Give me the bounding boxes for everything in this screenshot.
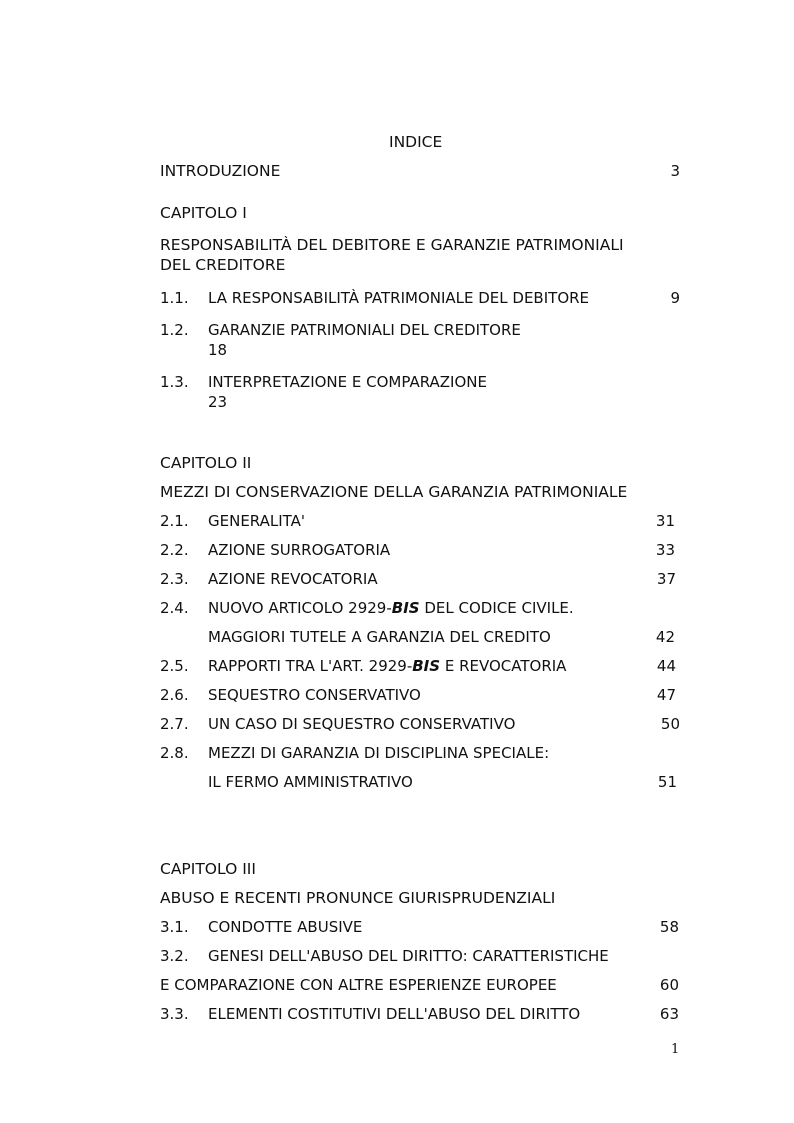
entry-title bbox=[208, 599, 574, 617]
entry-title bbox=[208, 657, 566, 675]
entry-number: 3.3. bbox=[160, 1005, 189, 1023]
entry-page: 9 bbox=[670, 289, 680, 307]
entry-title: MEZZI DI GARANZIA DI DISCIPLINA SPECIALE: bbox=[208, 744, 550, 762]
entry-number: 3.2. bbox=[160, 947, 189, 965]
bis-label: BIS bbox=[412, 657, 441, 675]
entry-page: 63 bbox=[659, 1005, 679, 1023]
chapter-3-subtitle: ABUSO E RECENTI PRONUNCE GIURISPRUDENZIALI bbox=[160, 889, 556, 907]
entry-page: 31 bbox=[655, 512, 675, 530]
entry-title: CONDOTTE ABUSIVE bbox=[208, 918, 363, 936]
entry-page: 18 bbox=[208, 341, 228, 359]
entry-title-part: DEL CODICE CIVILE. bbox=[419, 599, 574, 617]
intro-page: 3 bbox=[670, 162, 680, 180]
entry-page: 58 bbox=[659, 918, 679, 936]
bis-label: BIS bbox=[391, 599, 420, 617]
entry-number: 2.7. bbox=[160, 715, 189, 733]
entry-number: 2.8. bbox=[160, 744, 189, 762]
entry-number: 2.5. bbox=[160, 657, 189, 675]
entry-title: UN CASO DI SEQUESTRO CONSERVATIVO bbox=[208, 715, 516, 733]
entry-page: 42 bbox=[655, 628, 675, 646]
entry-page: 47 bbox=[656, 686, 676, 704]
entry-number: 3.1. bbox=[160, 918, 189, 936]
page-title: INDICE bbox=[389, 133, 443, 151]
entry-title-part: RAPPORTI TRA L'ART. 2929- bbox=[208, 657, 413, 675]
entry-title: GARANZIE PATRIMONIALI DEL CREDITORE bbox=[208, 321, 521, 339]
entry-title: AZIONE REVOCATORIA bbox=[208, 570, 378, 588]
entry-page: 37 bbox=[656, 570, 676, 588]
entry-number: 1.3. bbox=[160, 373, 189, 391]
entry-number: 1.2. bbox=[160, 321, 189, 339]
entry-page: 33 bbox=[655, 541, 675, 559]
entry-title: AZIONE SURROGATORIA bbox=[208, 541, 391, 559]
page-number: 1 bbox=[671, 1042, 680, 1057]
chapter-2-heading: CAPITOLO II bbox=[160, 454, 252, 472]
chapter-1-subtitle-line1: RESPONSABILITÀ DEL DEBITORE E GARANZIE PATRIMONIALI bbox=[160, 236, 624, 254]
entry-number: 2.2. bbox=[160, 541, 189, 559]
entry-number: 2.4. bbox=[160, 599, 189, 617]
entry-title: SEQUESTRO CONSERVATIVO bbox=[208, 686, 421, 704]
entry-page: 23 bbox=[208, 393, 228, 411]
chapter-3-heading: CAPITOLO III bbox=[160, 860, 256, 878]
intro-label: INTRODUZIONE bbox=[160, 162, 281, 180]
entry-page: 50 bbox=[660, 715, 680, 733]
entry-title-continuation: MAGGIORI TUTELE A GARANZIA DEL CREDITO bbox=[208, 628, 551, 646]
entry-page: 60 bbox=[659, 976, 679, 994]
entry-title: LA RESPONSABILITÀ PATRIMONIALE DEL DEBITORE bbox=[208, 289, 590, 307]
entry-title-part: E REVOCATORIA bbox=[440, 657, 567, 675]
entry-number: 2.3. bbox=[160, 570, 189, 588]
entry-title-continuation: E COMPARAZIONE CON ALTRE ESPERIENZE EUROPEE bbox=[160, 976, 557, 994]
entry-title-continuation: IL FERMO AMMINISTRATIVO bbox=[208, 773, 413, 791]
chapter-1-subtitle-line2: DEL CREDITORE bbox=[160, 256, 286, 274]
entry-title-part: NUOVO ARTICOLO 2929- bbox=[208, 599, 392, 617]
entry-number: 1.1. bbox=[160, 289, 189, 307]
chapter-1-heading: CAPITOLO I bbox=[160, 204, 247, 222]
entry-title: INTERPRETAZIONE E COMPARAZIONE bbox=[208, 373, 487, 391]
entry-page: 51 bbox=[657, 773, 677, 791]
entry-number: 2.1. bbox=[160, 512, 189, 530]
entry-title: ELEMENTI COSTITUTIVI DELL'ABUSO DEL DIRITTO bbox=[208, 1005, 581, 1023]
entry-title: GENESI DELL'ABUSO DEL DIRITTO: CARATTERISTICHE bbox=[208, 947, 609, 965]
entry-title: GENERALITA' bbox=[208, 512, 306, 530]
chapter-2-subtitle: MEZZI DI CONSERVAZIONE DELLA GARANZIA PATRIMONIALE bbox=[160, 483, 628, 501]
entry-number: 2.6. bbox=[160, 686, 189, 704]
entry-page: 44 bbox=[656, 657, 676, 675]
